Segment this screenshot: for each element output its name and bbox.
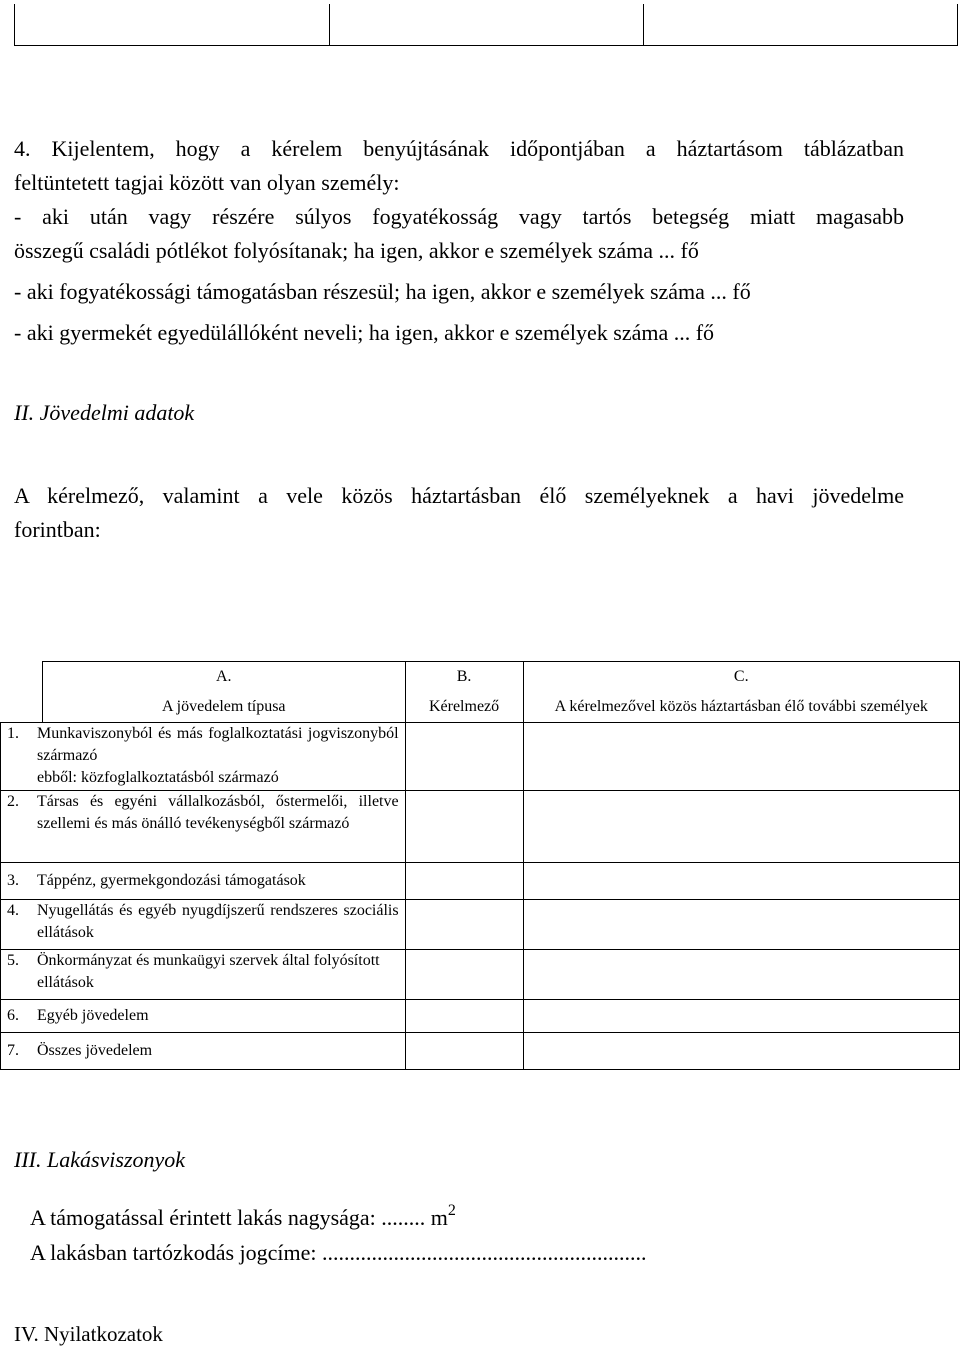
table-row	[1, 900, 960, 950]
row-label: Társas és egyéni vállalkozásból, őstermelői, illetve szellemi és más önálló tevékenységből származó	[37, 793, 399, 832]
table-row	[1, 723, 960, 791]
row-number: 5.	[7, 952, 19, 969]
section2-title: II. Jövedelmi adatok	[14, 400, 195, 425]
row-number: 7.	[7, 1042, 19, 1059]
row-label-cell	[1, 723, 406, 791]
row-number: 2.	[7, 793, 19, 810]
applicant-cell[interactable]	[405, 1000, 523, 1033]
household-cell[interactable]	[523, 791, 959, 863]
household-cell[interactable]	[523, 1033, 959, 1070]
col-a-letter: A.	[42, 662, 405, 689]
top-table-fragment	[14, 4, 958, 46]
row-label-cell	[1, 900, 406, 950]
household-cell[interactable]	[523, 950, 959, 1000]
section2-text-line1: A kérelmező, valamint a vele közös háztartásban élő személyeknek a havi jövedelme	[14, 483, 904, 508]
row-label-cell	[1, 950, 406, 1000]
top-table-cell	[15, 4, 330, 45]
row-number: 1.	[7, 725, 19, 742]
table-row	[1, 791, 960, 863]
row-number: 6.	[7, 1007, 19, 1024]
row-label-cell	[1, 1000, 406, 1033]
col-b-header: Kérelmező	[405, 688, 523, 723]
section4-item3: - aki gyermekét egyedülállóként neveli; ha igen, akkor e személyek száma ... fő	[14, 320, 715, 345]
table-row	[1, 1000, 960, 1033]
applicant-cell[interactable]	[405, 791, 523, 863]
row-label-cell	[1, 791, 406, 863]
section2-text: forintban:	[14, 517, 101, 542]
section4-item1-line1: - aki után vagy részére súlyos fogyatékosság vagy tartós betegség miatt magasabb	[14, 204, 904, 229]
section4b-title: IV. Nyilatkozatok	[14, 1322, 163, 1346]
applicant-cell[interactable]	[405, 950, 523, 1000]
income-table-header-row	[1, 688, 960, 723]
household-cell[interactable]	[523, 1000, 959, 1033]
section4-item2: - aki fogyatékossági támogatásban részesül; ha igen, akkor e személyek száma ... fő	[14, 279, 751, 304]
superscript: 2	[447, 1202, 456, 1219]
table-row	[1, 863, 960, 900]
row-label: Összes jövedelem	[37, 1042, 153, 1059]
row-number: 3.	[7, 872, 19, 889]
section4-intro: feltüntetett tagjai között van olyan személy:	[14, 170, 400, 195]
col-c-header: A kérelmezővel közös háztartásban élő további személyek	[523, 688, 959, 723]
section4-item1: összegű családi pótlékot folyósítanak; ha igen, akkor e személyek száma ... fő	[14, 238, 699, 263]
household-cell[interactable]	[523, 863, 959, 900]
top-table-cell	[330, 4, 643, 45]
applicant-cell[interactable]	[405, 723, 523, 791]
col-a-header: A jövedelem típusa	[42, 688, 405, 723]
section3-title: III. Lakásviszonyok	[14, 1147, 186, 1172]
section4-intro-line1: 4. Kijelentem, hogy a kérelem benyújtásának időpontjában a háztartásom táblázatban	[14, 136, 904, 161]
row-label-cell	[1, 1033, 406, 1070]
table-row	[1, 1033, 960, 1070]
row-label: Önkormányzat és munkaügyi szervek által folyósított ellátások	[37, 952, 380, 991]
applicant-cell[interactable]	[405, 900, 523, 950]
row-label: Nyugellátás és egyéb nyugdíjszerű rendszeres szociális ellátások	[37, 902, 399, 941]
section3-line2: A lakásban tartózkodás jogcíme: ...........................................................	[30, 1240, 647, 1265]
applicant-cell[interactable]	[405, 863, 523, 900]
household-cell[interactable]	[523, 900, 959, 950]
col-c-letter: C.	[523, 662, 959, 689]
income-table	[0, 661, 960, 1070]
income-table-letter-row	[1, 662, 960, 689]
table-row	[1, 950, 960, 1000]
row-label-cell	[1, 863, 406, 900]
top-table-cell	[644, 4, 957, 45]
household-cell[interactable]	[523, 723, 959, 791]
applicant-cell[interactable]	[405, 1033, 523, 1070]
row-number: 4.	[7, 902, 19, 919]
col-b-letter: B.	[405, 662, 523, 689]
row-label: Egyéb jövedelem	[37, 1007, 149, 1024]
section3-line1: A támogatással érintett lakás nagysága: ........ $m^2$	[30, 1202, 456, 1230]
row-label: Táppénz, gyermekgondozási támogatások	[37, 872, 306, 889]
row-label: Munkaviszonyból és más foglalkoztatási jogviszonyból származó ebből: közfoglalkoztatásból származó	[37, 725, 399, 786]
